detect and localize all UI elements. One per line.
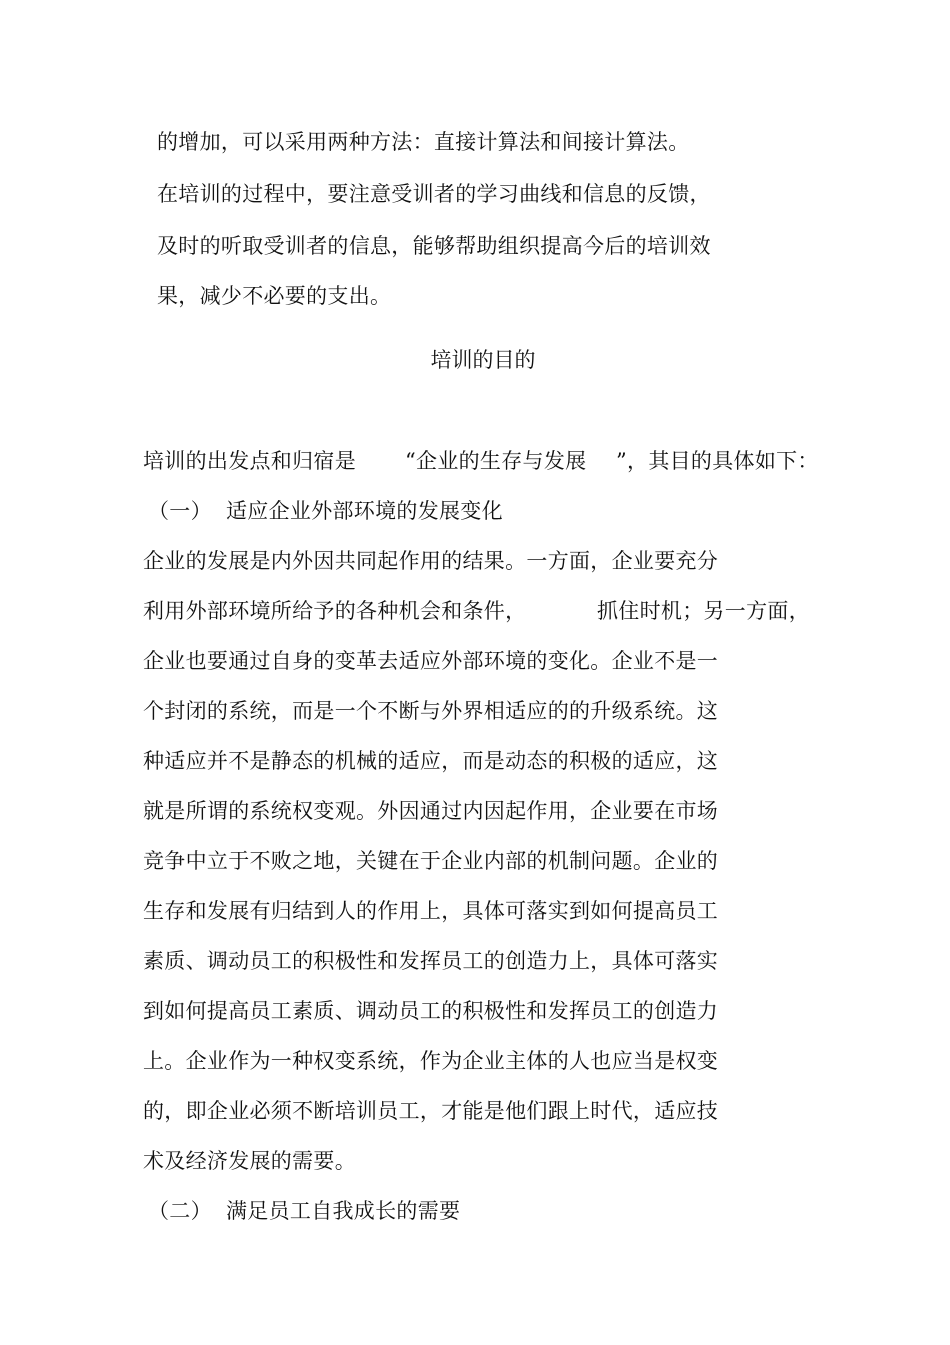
section-lead-after: ”，其目的具体如下： xyxy=(616,449,819,473)
item1-line-13: 术及经济发展的需要。 xyxy=(143,1149,356,1173)
item1-line-2a: 利用外部环境所给予的各种机会和条件， xyxy=(143,599,527,623)
section-title: 培训的目的 xyxy=(430,348,536,372)
item1-line-11: 上。企业作为一种权变系统，作为企业主体的人也应当是权变 xyxy=(143,1049,719,1073)
item1-line-12: 的，即企业必须不断培训员工，才能是他们跟上时代，适应技 xyxy=(143,1099,719,1123)
section-lead-quote: “企业的生存与发展 xyxy=(405,449,587,473)
intro-line-3: 及时的听取受训者的信息，能够帮助组织提高今后的培训效 xyxy=(157,234,711,258)
intro-line-2: 在培训的过程中，要注意受训者的学习曲线和信息的反馈， xyxy=(157,182,711,206)
intro-line-4: 果，减少不必要的支出。 xyxy=(157,284,392,308)
intro-line-1: 的增加，可以采用两种方法：直接计算法和间接计算法。 xyxy=(157,130,690,154)
item1-line-8: 生存和发展有归结到人的作用上，具体可落实到如何提高员工 xyxy=(143,899,719,923)
item1-number: （一） xyxy=(148,499,212,523)
item1-line-3: 企业也要通过自身的变革去适应外部环境的变化。企业不是一 xyxy=(143,649,719,673)
item1-line-9: 素质、调动员工的积极性和发挥员工的创造力上，具体可落实 xyxy=(143,949,719,973)
item1-line-6: 就是所谓的系统权变观。外因通过内因起作用，企业要在市场 xyxy=(143,799,719,823)
item2-number: （二） xyxy=(148,1199,212,1223)
item1-line-5: 种适应并不是静态的机械的适应，而是动态的积极的适应，这 xyxy=(143,749,719,773)
item1-line-1: 企业的发展是内外因共同起作用的结果。一方面，企业要充分 xyxy=(143,549,719,573)
item2-title: 满足员工自我成长的需要 xyxy=(226,1199,461,1223)
section-lead-before: 培训的出发点和归宿是 xyxy=(143,449,356,473)
item1-title: 适应企业外部环境的发展变化 xyxy=(226,499,503,523)
item1-line-2b: 抓住时机；另一方面， xyxy=(597,599,810,623)
item1-line-10: 到如何提高员工素质、调动员工的积极性和发挥员工的创造力 xyxy=(143,999,719,1023)
item1-line-4: 个封闭的系统，而是一个不断与外界相适应的的升级系统。这 xyxy=(143,699,719,723)
item1-line-7: 竞争中立于不败之地，关键在于企业内部的机制问题。企业的 xyxy=(143,849,719,873)
